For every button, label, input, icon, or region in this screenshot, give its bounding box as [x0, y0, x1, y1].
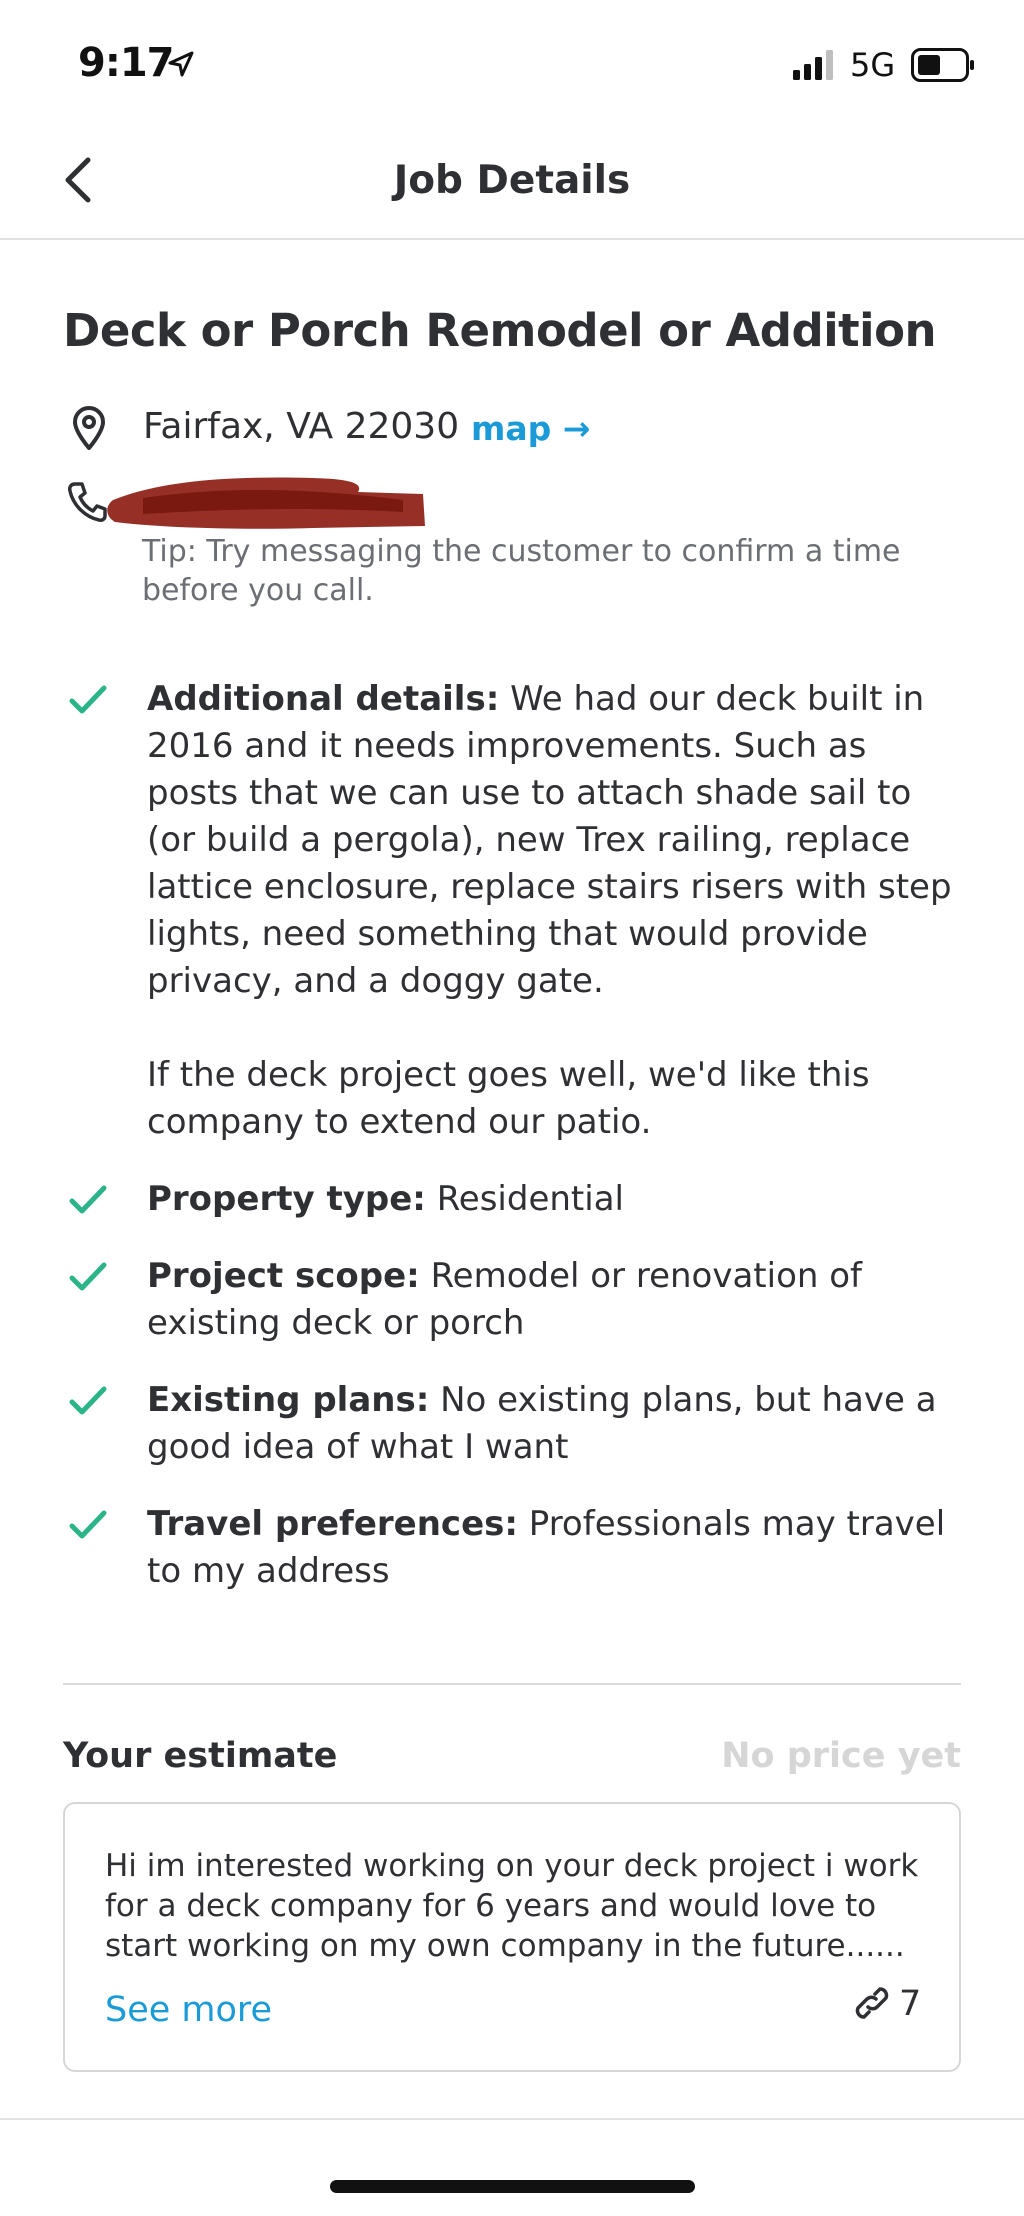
detail-item-project-scope [63, 1253, 963, 1347]
home-indicator[interactable] [330, 2180, 695, 2193]
detail-value-extra: If the deck project goes well, we'd like this company to extend our patio. [147, 1055, 870, 1142]
detail-label: Travel preferences: [147, 1504, 518, 1544]
check-icon [69, 1509, 107, 1541]
page-title: Job Details [393, 158, 631, 203]
map-link[interactable]: map → [471, 409, 591, 448]
status-time: 9:17 [78, 40, 174, 86]
section-divider [63, 1683, 961, 1685]
bottom-divider [0, 2118, 1024, 2120]
detail-value: Professionals may travel to my address [147, 1504, 946, 1591]
estimate-message-text: Hi im interested working on your deck project i work for a deck company for 6 years and would love to start working on my own company in the future...... [105, 1848, 919, 1964]
location-arrow-icon [166, 49, 196, 79]
estimate-heading: Your estimate [63, 1736, 338, 1776]
phone-row [63, 470, 463, 530]
estimate-message-card[interactable] [63, 1802, 961, 2072]
signal-icon [793, 50, 837, 80]
status-bar [0, 0, 1024, 120]
detail-item-additional-details [63, 676, 963, 1146]
location-row [63, 404, 963, 454]
location-text: Fairfax, VA 22030 [143, 406, 460, 447]
check-icon [69, 1385, 107, 1417]
phone-number-redaction [103, 470, 453, 532]
detail-label: Property type: [147, 1179, 426, 1219]
detail-value: We had our deck built in 2016 and it needs improvements. Such as posts that we can use to attach shade sail to (or build a pergola), new Trex railing, replace lattice enclosure, replace stairs risers with step lights, need something that would provide privacy, and a doggy gate. [147, 679, 952, 1001]
detail-item-existing-plans [63, 1377, 963, 1471]
detail-item-property-type [63, 1176, 963, 1223]
check-icon [69, 1261, 107, 1293]
nav-header [0, 120, 1024, 240]
details-list [63, 676, 963, 1595]
battery-icon [911, 48, 975, 82]
job-title: Deck or Porch Remodel or Addition [63, 304, 937, 357]
map-pin-icon [71, 406, 107, 450]
detail-value: Remodel or renovation of existing deck or porch [147, 1256, 863, 1343]
attachment-count: 7 [899, 1984, 922, 2024]
detail-label: Additional details: [147, 679, 500, 719]
attachment-icon [853, 1984, 891, 2022]
see-more-link[interactable]: See more [105, 1990, 273, 2030]
call-tip-text: Tip: Try messaging the customer to confirm a time before you call. [142, 534, 901, 608]
detail-item-travel-preferences [63, 1501, 963, 1595]
detail-value: No existing plans, but have a good idea of what I want [147, 1380, 937, 1467]
detail-value: Residential [436, 1179, 624, 1219]
detail-label: Project scope: [147, 1256, 420, 1296]
check-icon [69, 684, 107, 716]
check-icon [69, 1184, 107, 1216]
detail-label: Existing plans: [147, 1380, 430, 1420]
network-label: 5G [850, 46, 896, 84]
estimate-price-status: No price yet [721, 1736, 961, 1776]
